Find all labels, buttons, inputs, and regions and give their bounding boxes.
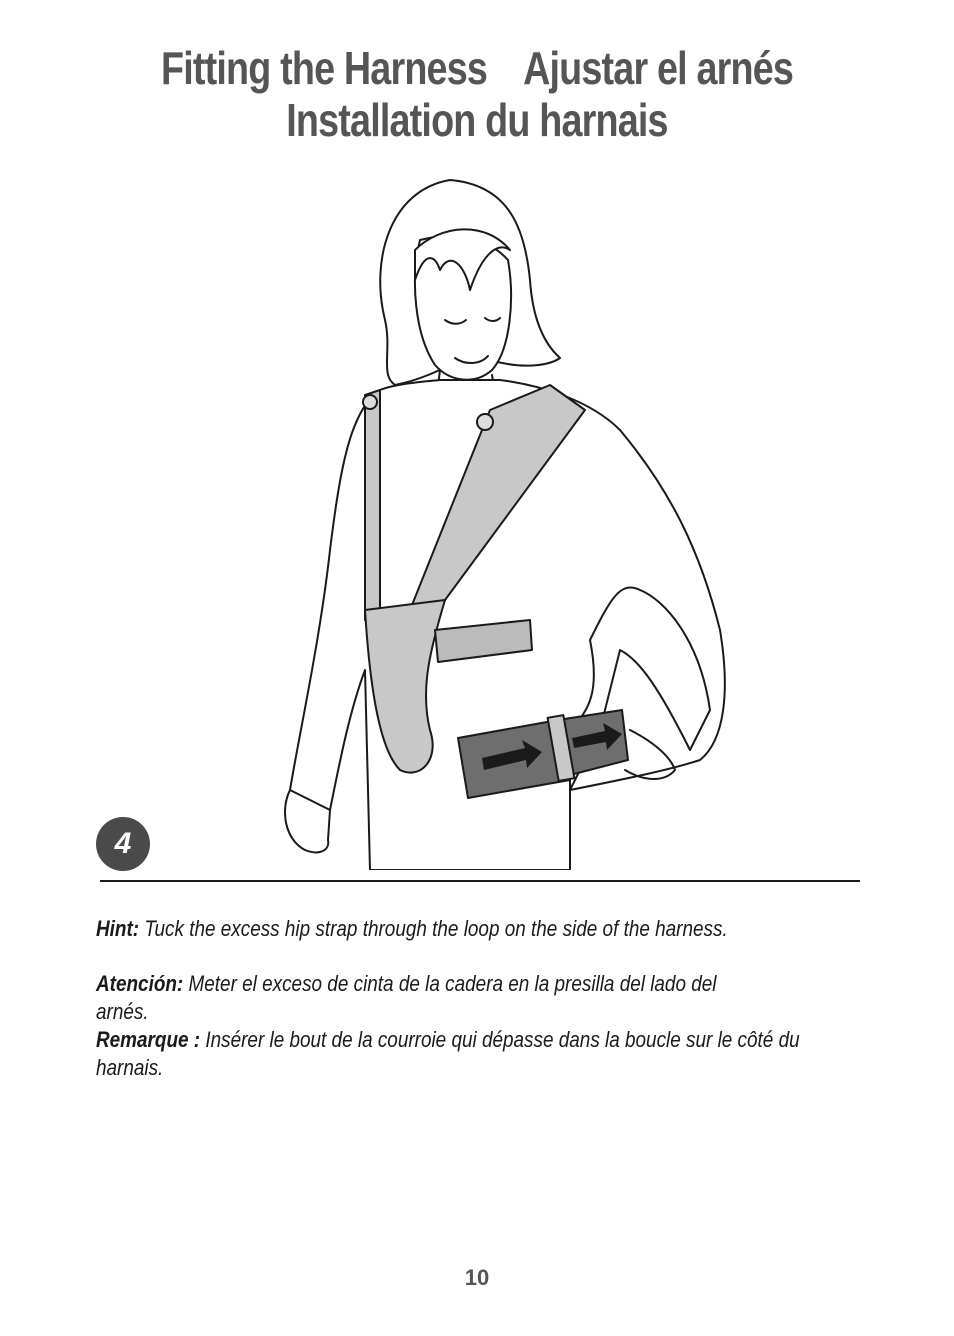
page-number: 10 — [464, 1265, 490, 1290]
hint-spanish — [96, 970, 732, 1026]
hint-english — [96, 915, 732, 943]
title-french: Installation du harnais — [286, 94, 668, 146]
page-title-line-1 — [86, 42, 868, 94]
hint-label: Hint: — [96, 916, 140, 941]
harness-fitting-illustration — [270, 170, 740, 870]
hint-french — [96, 1026, 836, 1082]
hint-text: Tuck the excess hip strap through the loop on the side of the harness. — [139, 916, 728, 941]
atencion-text: Meter el exceso de cinta de la cadera en la presilla del lado del arnés. — [96, 971, 717, 1024]
atencion-label: Atención: — [96, 971, 184, 996]
harness-strap-left — [365, 390, 380, 620]
section-divider — [100, 880, 860, 882]
remarque-text: Insérer le bout de la courroie qui dépasse dans la boucle sur le côté du harnais. — [96, 1027, 800, 1080]
step-number-badge: 4 — [96, 817, 150, 871]
remarque-label: Remarque : — [96, 1027, 201, 1052]
page-title-line-2 — [86, 94, 868, 146]
title-english: Fitting the Harness — [160, 42, 488, 94]
title-spanish: Ajustar el arnés — [523, 42, 794, 94]
